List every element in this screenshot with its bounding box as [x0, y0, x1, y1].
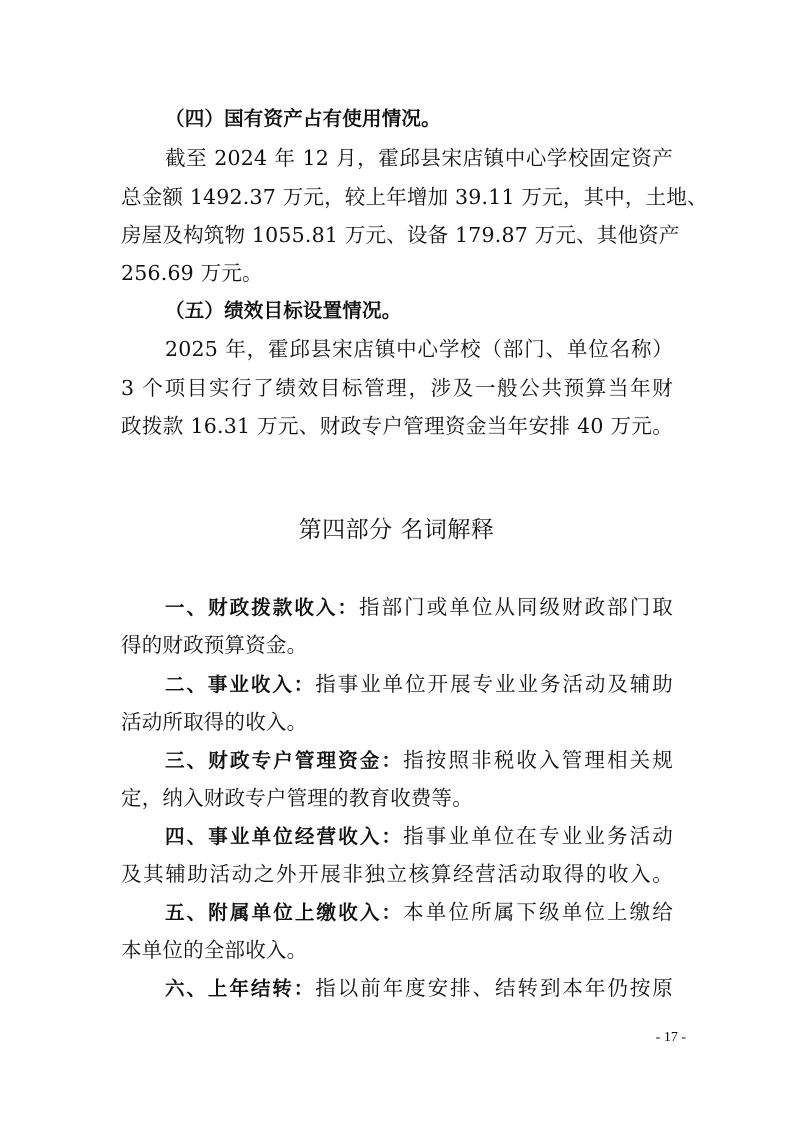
term-text: 指按照非税收入管理相关规 — [403, 748, 674, 772]
paragraph-line: 政拨款 16.31 万元、财政专户管理资金当年安排 40 万元。 — [121, 414, 673, 438]
term-definition-continued: 活动所取得的收入。 — [121, 710, 308, 734]
term-label: 一、财政拨款收入： — [165, 596, 360, 619]
term-definition-continued: 得的财政预算资金。 — [121, 633, 308, 657]
term-definition-continued: 及其辅助活动之外开展非独立核算经营活动取得的收入。 — [121, 862, 673, 886]
term-definition-continued: 定，纳入财政专户管理的教育收费等。 — [121, 786, 473, 810]
term-label: 六、上年结转： — [165, 977, 316, 1000]
term-definition-first-line — [165, 741, 673, 779]
subsection-heading-performance: （五）绩效目标设置情况。 — [165, 299, 402, 322]
subsection-heading-assets: （四）国有资产占有使用情况。 — [165, 107, 441, 130]
term-text: 指以前年度安排、结转到本年仍按原 — [315, 976, 673, 1000]
term-text: 本单位所属下级单位上缴给 — [403, 900, 674, 924]
term-label: 二、事业收入： — [165, 673, 316, 696]
paragraph-line: 截至 2024 年 12 月，霍邱县宋店镇中心学校固定资产 — [165, 146, 673, 170]
term-label: 四、事业单位经营收入： — [165, 825, 404, 848]
term-label: 三、财政专户管理资金： — [165, 749, 404, 772]
term-definition-first-line — [165, 817, 673, 855]
paragraph-line: 256.69 万元。 — [121, 261, 263, 285]
paragraph-line: 3 个项目实行了绩效目标管理，涉及一般公共预算当年财 — [121, 376, 673, 400]
term-definition-first-line — [165, 665, 673, 703]
page-number: - 17 - — [655, 1030, 686, 1045]
term-text: 指事业单位开展专业业务活动及辅助 — [315, 672, 673, 696]
part-title: 第四部分 名词解释 — [298, 517, 495, 543]
paragraph-line: 2025 年，霍邱县宋店镇中心学校（部门、单位名称） — [165, 337, 673, 361]
paragraph-line: 房屋及构筑物 1055.81 万元、设备 179.87 万元、其他资产 — [121, 223, 680, 247]
term-definition-first-line — [165, 588, 673, 626]
paragraph-line: 总金额 1492.37 万元，较上年增加 39.11 万元，其中，土地、 — [121, 185, 708, 209]
term-definition-first-line — [165, 893, 673, 931]
term-definition-continued: 本单位的全部收入。 — [121, 938, 308, 962]
term-label: 五、附属单位上缴收入： — [165, 901, 404, 924]
term-text: 指部门或单位从同级财政部门取 — [359, 595, 673, 619]
term-definition-first-line — [165, 969, 673, 1007]
term-text: 指事业单位在专业业务活动 — [403, 824, 674, 848]
